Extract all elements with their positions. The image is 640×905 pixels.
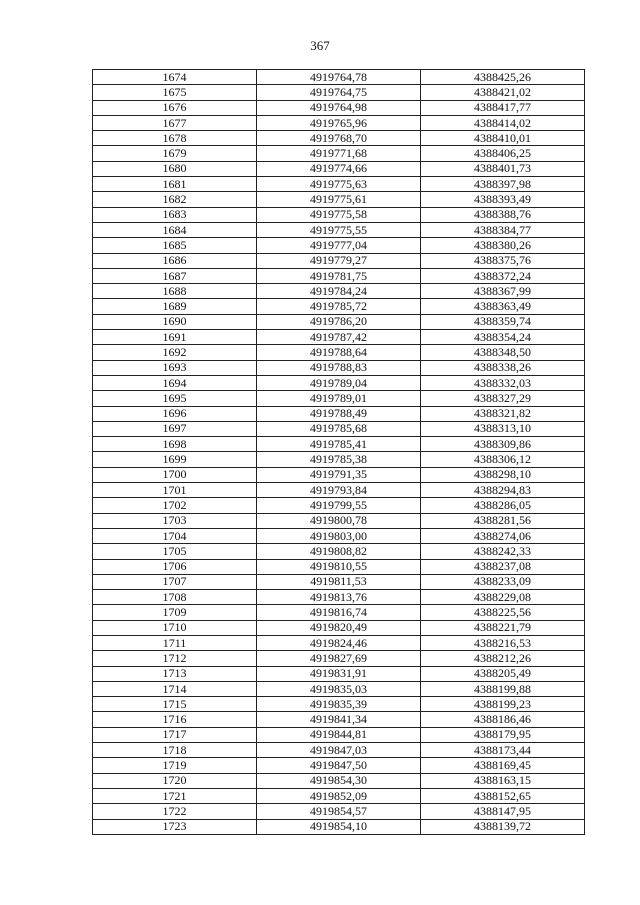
x-coordinate-cell: 4919810,55 (257, 559, 421, 574)
point-number-cell: 1711 (93, 635, 257, 650)
point-number-cell: 1681 (93, 177, 257, 192)
x-coordinate-cell: 4919775,61 (257, 192, 421, 207)
y-coordinate-cell: 4388199,88 (421, 681, 585, 696)
x-coordinate-cell: 4919775,55 (257, 222, 421, 237)
point-number-cell: 1707 (93, 574, 257, 589)
point-number-cell: 1700 (93, 467, 257, 482)
table-row (93, 697, 585, 712)
y-coordinate-cell: 4388393,49 (421, 192, 585, 207)
table-row (93, 345, 585, 360)
point-number-cell: 1712 (93, 651, 257, 666)
x-coordinate-cell: 4919803,00 (257, 528, 421, 543)
y-coordinate-cell: 4388414,02 (421, 115, 585, 130)
y-coordinate-cell: 4388147,95 (421, 804, 585, 819)
point-number-cell: 1722 (93, 804, 257, 819)
table-row (93, 620, 585, 635)
point-number-cell: 1675 (93, 85, 257, 100)
x-coordinate-cell: 4919844,81 (257, 727, 421, 742)
x-coordinate-cell: 4919841,34 (257, 712, 421, 727)
point-number-cell: 1715 (93, 697, 257, 712)
y-coordinate-cell: 4388348,50 (421, 345, 585, 360)
y-coordinate-cell: 4388221,79 (421, 620, 585, 635)
x-coordinate-cell: 4919785,68 (257, 421, 421, 436)
y-coordinate-cell: 4388306,12 (421, 452, 585, 467)
point-number-cell: 1682 (93, 192, 257, 207)
y-coordinate-cell: 4388152,65 (421, 788, 585, 803)
table-row (93, 712, 585, 727)
table-row (93, 804, 585, 819)
x-coordinate-cell: 4919847,50 (257, 758, 421, 773)
point-number-cell: 1723 (93, 819, 257, 834)
point-number-cell: 1714 (93, 681, 257, 696)
x-coordinate-cell: 4919789,01 (257, 391, 421, 406)
point-number-cell: 1685 (93, 238, 257, 253)
y-coordinate-cell: 4388139,72 (421, 819, 585, 834)
point-number-cell: 1703 (93, 513, 257, 528)
y-coordinate-cell: 4388169,45 (421, 758, 585, 773)
table-row (93, 268, 585, 283)
y-coordinate-cell: 4388367,99 (421, 284, 585, 299)
y-coordinate-cell: 4388199,23 (421, 697, 585, 712)
table-row (93, 421, 585, 436)
x-coordinate-cell: 4919789,04 (257, 375, 421, 390)
x-coordinate-cell: 4919800,78 (257, 513, 421, 528)
table-row (93, 360, 585, 375)
point-number-cell: 1701 (93, 483, 257, 498)
table-row (93, 391, 585, 406)
x-coordinate-cell: 4919808,82 (257, 544, 421, 559)
table-row (93, 590, 585, 605)
point-number-cell: 1704 (93, 528, 257, 543)
table-row (93, 70, 585, 85)
table-row (93, 375, 585, 390)
table-row (93, 605, 585, 620)
x-coordinate-cell: 4919786,20 (257, 314, 421, 329)
y-coordinate-cell: 4388338,26 (421, 360, 585, 375)
point-number-cell: 1709 (93, 605, 257, 620)
table-row (93, 222, 585, 237)
y-coordinate-cell: 4388332,03 (421, 375, 585, 390)
y-coordinate-cell: 4388401,73 (421, 161, 585, 176)
y-coordinate-cell: 4388327,29 (421, 391, 585, 406)
table-row (93, 284, 585, 299)
table-row (93, 177, 585, 192)
x-coordinate-cell: 4919785,38 (257, 452, 421, 467)
y-coordinate-cell: 4388286,05 (421, 498, 585, 513)
table-row (93, 483, 585, 498)
point-number-cell: 1690 (93, 314, 257, 329)
x-coordinate-cell: 4919854,10 (257, 819, 421, 834)
y-coordinate-cell: 4388237,08 (421, 559, 585, 574)
table-row (93, 666, 585, 681)
x-coordinate-cell: 4919765,96 (257, 115, 421, 130)
y-coordinate-cell: 4388375,76 (421, 253, 585, 268)
x-coordinate-cell: 4919777,04 (257, 238, 421, 253)
point-number-cell: 1710 (93, 620, 257, 635)
table-row (93, 253, 585, 268)
x-coordinate-cell: 4919771,68 (257, 146, 421, 161)
point-number-cell: 1716 (93, 712, 257, 727)
table-row (93, 635, 585, 650)
y-coordinate-cell: 4388179,95 (421, 727, 585, 742)
table-row (93, 498, 585, 513)
x-coordinate-cell: 4919788,83 (257, 360, 421, 375)
y-coordinate-cell: 4388274,06 (421, 528, 585, 543)
x-coordinate-cell: 4919775,58 (257, 207, 421, 222)
x-coordinate-cell: 4919799,55 (257, 498, 421, 513)
x-coordinate-cell: 4919793,84 (257, 483, 421, 498)
table-row (93, 299, 585, 314)
point-number-cell: 1679 (93, 146, 257, 161)
x-coordinate-cell: 4919764,78 (257, 70, 421, 85)
y-coordinate-cell: 4388229,08 (421, 590, 585, 605)
y-coordinate-cell: 4388354,24 (421, 330, 585, 345)
table-row (93, 467, 585, 482)
point-number-cell: 1689 (93, 299, 257, 314)
x-coordinate-cell: 4919788,49 (257, 406, 421, 421)
table-row (93, 131, 585, 146)
table-row (93, 727, 585, 742)
table-row (93, 651, 585, 666)
table-row (93, 406, 585, 421)
point-number-cell: 1696 (93, 406, 257, 421)
point-number-cell: 1713 (93, 666, 257, 681)
table-row (93, 513, 585, 528)
x-coordinate-cell: 4919774,66 (257, 161, 421, 176)
point-number-cell: 1698 (93, 437, 257, 452)
x-coordinate-cell: 4919788,64 (257, 345, 421, 360)
table-row (93, 161, 585, 176)
y-coordinate-cell: 4388233,09 (421, 574, 585, 589)
point-number-cell: 1684 (93, 222, 257, 237)
x-coordinate-cell: 4919854,57 (257, 804, 421, 819)
table-row (93, 559, 585, 574)
point-number-cell: 1705 (93, 544, 257, 559)
y-coordinate-cell: 4388313,10 (421, 421, 585, 436)
x-coordinate-cell: 4919820,49 (257, 620, 421, 635)
table-row (93, 681, 585, 696)
x-coordinate-cell: 4919811,53 (257, 574, 421, 589)
point-number-cell: 1683 (93, 207, 257, 222)
point-number-cell: 1692 (93, 345, 257, 360)
y-coordinate-cell: 4388205,49 (421, 666, 585, 681)
y-coordinate-cell: 4388421,02 (421, 85, 585, 100)
table-row (93, 115, 585, 130)
point-number-cell: 1708 (93, 590, 257, 605)
y-coordinate-cell: 4388163,15 (421, 773, 585, 788)
y-coordinate-cell: 4388225,56 (421, 605, 585, 620)
y-coordinate-cell: 4388359,74 (421, 314, 585, 329)
point-number-cell: 1719 (93, 758, 257, 773)
point-number-cell: 1717 (93, 727, 257, 742)
table-row (93, 100, 585, 115)
y-coordinate-cell: 4388410,01 (421, 131, 585, 146)
x-coordinate-cell: 4919816,74 (257, 605, 421, 620)
y-coordinate-cell: 4388406,25 (421, 146, 585, 161)
y-coordinate-cell: 4388425,26 (421, 70, 585, 85)
table-row (93, 788, 585, 803)
point-number-cell: 1687 (93, 268, 257, 283)
y-coordinate-cell: 4388321,82 (421, 406, 585, 421)
table-row (93, 330, 585, 345)
table-row (93, 452, 585, 467)
coordinates-table (92, 69, 585, 835)
y-coordinate-cell: 4388309,86 (421, 437, 585, 452)
table-row (93, 528, 585, 543)
table-row (93, 819, 585, 834)
table-row (93, 773, 585, 788)
point-number-cell: 1694 (93, 375, 257, 390)
table-row (93, 758, 585, 773)
point-number-cell: 1677 (93, 115, 257, 130)
page-number: 367 (310, 38, 330, 53)
x-coordinate-cell: 4919764,98 (257, 100, 421, 115)
point-number-cell: 1678 (93, 131, 257, 146)
y-coordinate-cell: 4388281,56 (421, 513, 585, 528)
x-coordinate-cell: 4919764,75 (257, 85, 421, 100)
x-coordinate-cell: 4919835,03 (257, 681, 421, 696)
point-number-cell: 1721 (93, 788, 257, 803)
x-coordinate-cell: 4919813,76 (257, 590, 421, 605)
point-number-cell: 1697 (93, 421, 257, 436)
y-coordinate-cell: 4388363,49 (421, 299, 585, 314)
y-coordinate-cell: 4388212,26 (421, 651, 585, 666)
x-coordinate-cell: 4919835,39 (257, 697, 421, 712)
table-row (93, 574, 585, 589)
y-coordinate-cell: 4388384,77 (421, 222, 585, 237)
x-coordinate-cell: 4919779,27 (257, 253, 421, 268)
point-number-cell: 1695 (93, 391, 257, 406)
y-coordinate-cell: 4388242,33 (421, 544, 585, 559)
y-coordinate-cell: 4388397,98 (421, 177, 585, 192)
table-row (93, 437, 585, 452)
x-coordinate-cell: 4919785,72 (257, 299, 421, 314)
coordinates-table-body (93, 70, 585, 835)
x-coordinate-cell: 4919785,41 (257, 437, 421, 452)
point-number-cell: 1702 (93, 498, 257, 513)
table-row (93, 743, 585, 758)
point-number-cell: 1674 (93, 70, 257, 85)
table-row (93, 544, 585, 559)
y-coordinate-cell: 4388417,77 (421, 100, 585, 115)
point-number-cell: 1718 (93, 743, 257, 758)
x-coordinate-cell: 4919781,75 (257, 268, 421, 283)
table-row (93, 207, 585, 222)
y-coordinate-cell: 4388173,44 (421, 743, 585, 758)
x-coordinate-cell: 4919775,63 (257, 177, 421, 192)
point-number-cell: 1720 (93, 773, 257, 788)
table-row (93, 192, 585, 207)
y-coordinate-cell: 4388380,26 (421, 238, 585, 253)
x-coordinate-cell: 4919791,35 (257, 467, 421, 482)
point-number-cell: 1680 (93, 161, 257, 176)
x-coordinate-cell: 4919854,30 (257, 773, 421, 788)
point-number-cell: 1706 (93, 559, 257, 574)
x-coordinate-cell: 4919787,42 (257, 330, 421, 345)
x-coordinate-cell: 4919831,91 (257, 666, 421, 681)
y-coordinate-cell: 4388298,10 (421, 467, 585, 482)
point-number-cell: 1688 (93, 284, 257, 299)
x-coordinate-cell: 4919847,03 (257, 743, 421, 758)
table-row (93, 146, 585, 161)
x-coordinate-cell: 4919852,09 (257, 788, 421, 803)
point-number-cell: 1686 (93, 253, 257, 268)
point-number-cell: 1676 (93, 100, 257, 115)
x-coordinate-cell: 4919768,70 (257, 131, 421, 146)
x-coordinate-cell: 4919827,69 (257, 651, 421, 666)
y-coordinate-cell: 4388294,83 (421, 483, 585, 498)
table-row (93, 238, 585, 253)
x-coordinate-cell: 4919784,24 (257, 284, 421, 299)
point-number-cell: 1693 (93, 360, 257, 375)
y-coordinate-cell: 4388216,53 (421, 635, 585, 650)
point-number-cell: 1691 (93, 330, 257, 345)
y-coordinate-cell: 4388186,46 (421, 712, 585, 727)
point-number-cell: 1699 (93, 452, 257, 467)
x-coordinate-cell: 4919824,46 (257, 635, 421, 650)
table-row (93, 314, 585, 329)
table-row (93, 85, 585, 100)
y-coordinate-cell: 4388372,24 (421, 268, 585, 283)
y-coordinate-cell: 4388388,76 (421, 207, 585, 222)
